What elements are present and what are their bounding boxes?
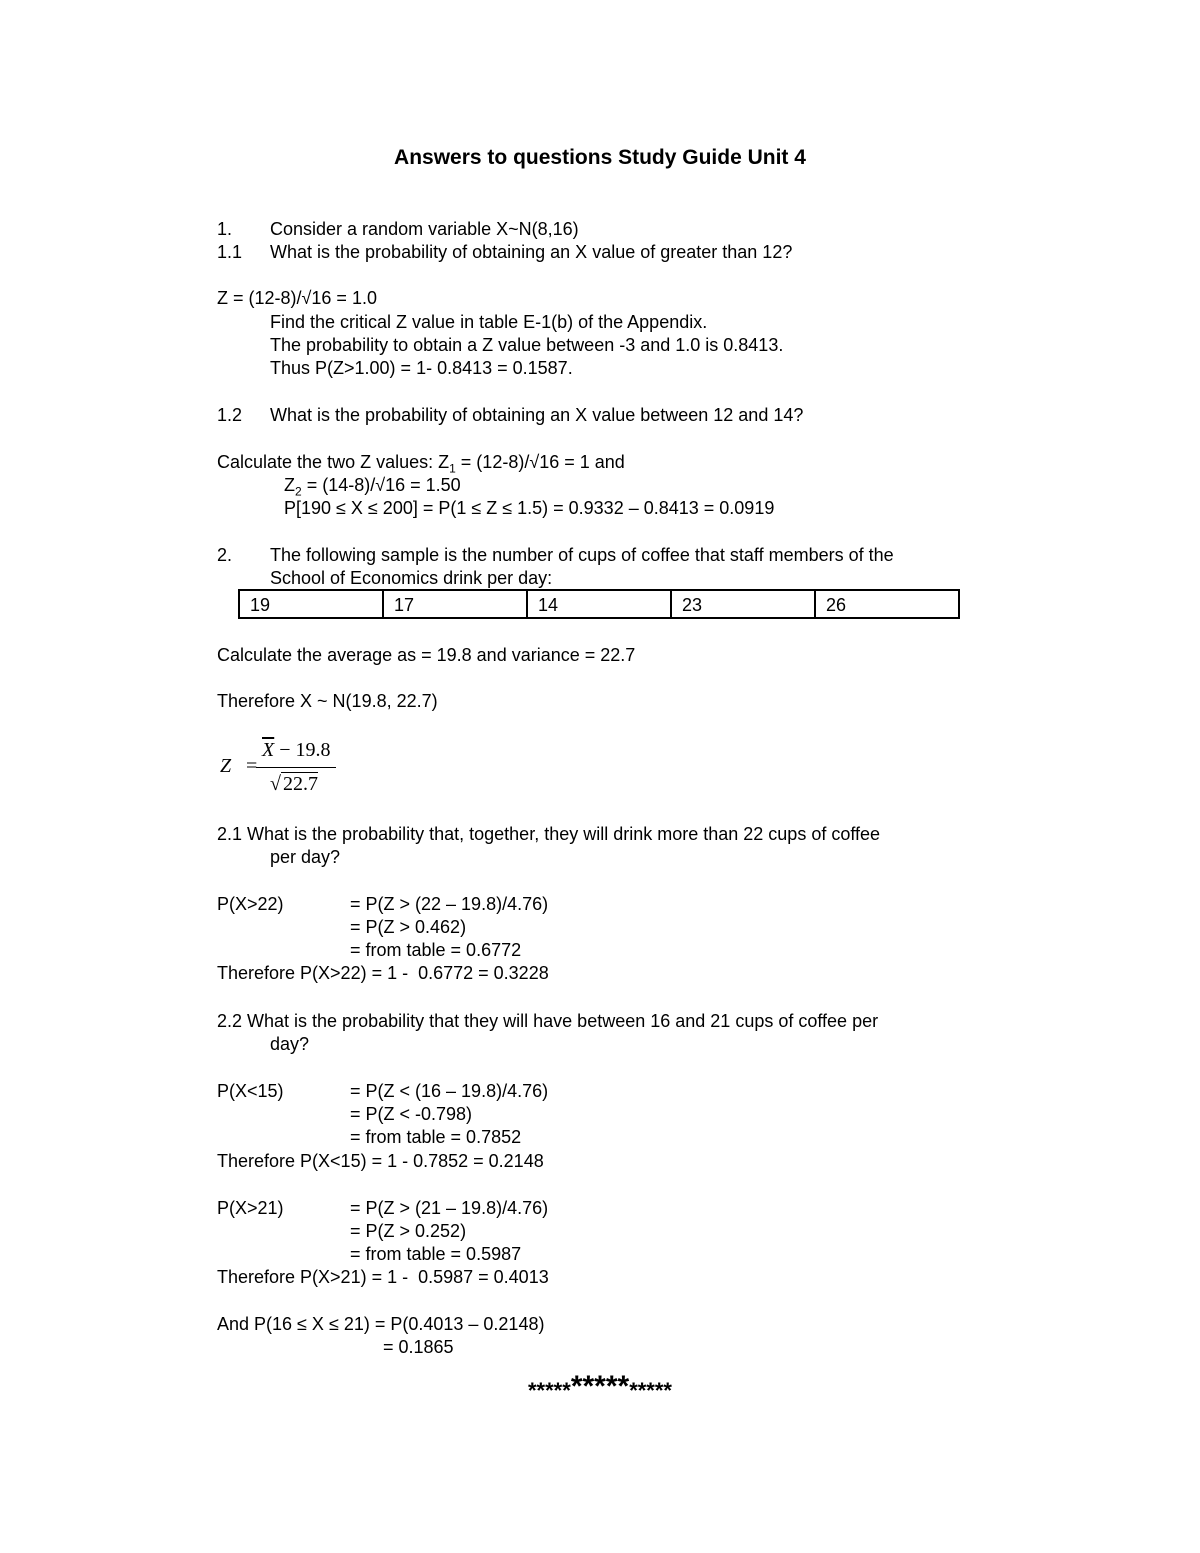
z-formula [216,735,356,805]
final-probability-line: And P(16 ≤ X ≤ 21) = P(0.4013 – 0.2148) [217,1314,545,1334]
find-critical-line: Find the critical Z value in table E-1(b) of the Appendix. [270,312,708,332]
q21-text-line1: 2.1 What is the probability that, together, they will drink more than 22 cups of coffee [217,824,881,844]
q2-number: 2. [217,545,233,565]
p15-therefore: Therefore P(X<15) = 1 - 0.7852 = 0.2148 [217,1151,544,1171]
z2-label: Z [284,475,295,495]
p21-therefore: Therefore P(X>21) = 1 - 0.5987 = 0.4013 [217,1267,549,1287]
q22-text-line1: 2.2 What is the probability that they will have between 16 and 21 cups of coffee per [217,1011,879,1031]
z2-subscript: 2 [295,484,302,499]
z1-subscript: 1 [449,461,456,476]
calc-intro: Calculate the two Z values: Z [217,452,450,472]
q21-text-line2: per day? [270,847,341,867]
stars-middle: ***** [570,1370,630,1403]
q11-text: What is the probability of obtaining an X value of greater than 12? [270,242,793,262]
formula-equals: = [246,755,258,777]
formula-xbar: $\overline{X}$ [262,739,275,761]
z1-rest: = (12-8)/√16 = 1 and [455,452,625,472]
final-result: = 0.1865 [383,1337,454,1357]
average-line: Calculate the average as = 19.8 and variance = 22.7 [217,645,636,665]
p21-step1: = P(Z > (21 – 19.8)/4.76) [350,1198,549,1218]
p15-step1: = P(Z < (16 – 19.8)/4.76) [350,1081,549,1101]
distribution-line: Therefore X ~ N(19.8, 22.7) [217,691,438,711]
sample-cell: 23 [671,590,815,618]
q2-text-line2: School of Economics drink per day: [270,568,553,588]
end-stars [0,1370,1200,1404]
p-range-line: P[190 ≤ X ≤ 200] = P(1 ≤ Z ≤ 1.5) = 0.9332 – 0.8413 = 0.0919 [284,498,775,518]
stars-left: ***** [528,1378,571,1403]
q12-number: 1.2 [217,405,243,425]
q22-text-line2: day? [270,1034,310,1054]
p21-step3: = from table = 0.5987 [350,1244,522,1264]
table-row [239,590,959,618]
page-title: Answers to questions Study Guide Unit 4 [394,146,806,169]
probability-line: The probability to obtain a Z value between -3 and 1.0 is 0.8413. [270,335,784,355]
sample-table [238,589,960,619]
q1-text: Consider a random variable X~N(8,16) [270,219,579,239]
p15-step2: = P(Z < -0.798) [350,1104,473,1124]
p21-label: P(X>21) [217,1198,284,1218]
formula-denominator [270,773,318,796]
p22-step3: = from table = 0.6772 [350,940,522,960]
sqrt-symbol: √ [270,773,281,795]
formula-radicand: 22.7 [282,773,318,795]
q1-number: 1. [217,219,233,239]
q12-text: What is the probability of obtaining an X value between 12 and 14? [270,405,804,425]
formula-z: Z [220,755,232,777]
p22-therefore: Therefore P(X>22) = 1 - 0.6772 = 0.3228 [217,963,549,983]
p21-step2: = P(Z > 0.252) [350,1221,467,1241]
sample-cell: 26 [815,590,959,618]
q11-number: 1.1 [217,242,243,262]
p22-step2: = P(Z > 0.462) [350,917,467,937]
formula-numerator-rest: − 19.8 [274,739,331,761]
q2-text-line1: The following sample is the number of cups of coffee that staff members of the [270,545,894,565]
p15-step3: = from table = 0.7852 [350,1127,522,1147]
sample-cell: 19 [239,590,383,618]
z2-rest: = (14-8)/√16 = 1.50 [301,475,461,495]
fraction-bar [256,767,336,768]
thus-line: Thus P(Z>1.00) = 1- 0.8413 = 0.1587. [270,358,573,378]
p22-label: P(X>22) [217,894,284,914]
p22-step1: = P(Z > (22 – 19.8)/4.76) [350,894,549,914]
z-calculation: Z = (12-8)/√16 = 1.0 [217,288,377,308]
sample-cell: 14 [527,590,671,618]
sample-cell: 17 [383,590,527,618]
stars-right: ***** [629,1378,672,1403]
p15-label: P(X<15) [217,1081,284,1101]
formula-numerator [262,739,331,762]
